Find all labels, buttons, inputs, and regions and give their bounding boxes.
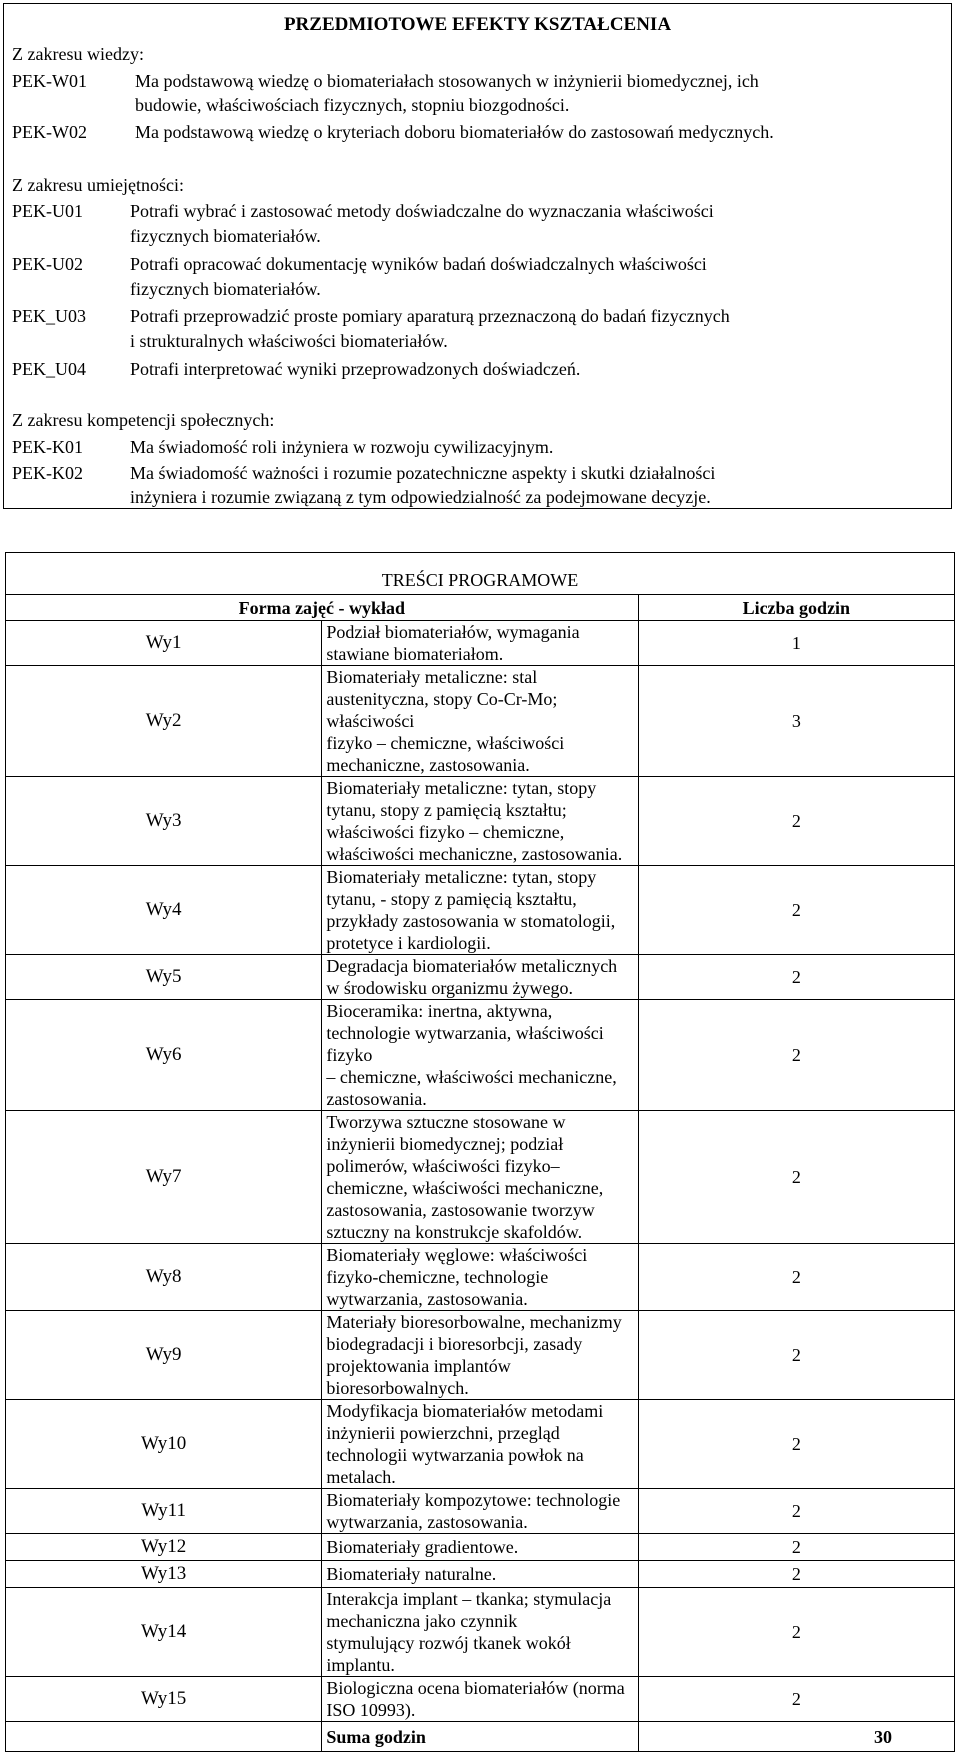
topic-line: zastosowania, zastosowanie tworzyw sztuczny na konstrukcje skafoldów.: [326, 1200, 595, 1242]
topic-line: stymulujący rozwój tkanek wokół implantu.: [326, 1633, 571, 1675]
topic-line: Tworzywa sztuczne stosowane w inżynierii biomedycznej; podział: [326, 1112, 566, 1154]
outcome-text: Ma podstawową wiedzę o biomateriałach stosowanych w inżynierii biomedycznej, ich: [135, 71, 759, 91]
lecture-id: Wy12: [6, 1534, 322, 1561]
topic-line: Podział biomateriałów, wymagania stawiane biomateriałom.: [326, 622, 580, 664]
lecture-topic: [322, 1000, 638, 1111]
topic-line: Biomateriały węglowe: właściwości fizyko-chemiczne, technologie: [326, 1245, 588, 1287]
outcome-text: i strukturalnych właściwości biomateriałów.: [130, 331, 448, 351]
lecture-id: Wy11: [6, 1489, 322, 1534]
lecture-hours: 2: [638, 1000, 954, 1111]
topic-line: Biomateriały metaliczne: tytan, stopy tytanu, - stopy z pamięcią kształtu,: [326, 867, 597, 909]
table-row: [6, 621, 955, 666]
form-header: Forma zajęć - wykład: [6, 595, 639, 621]
lecture-id: Wy3: [6, 777, 322, 866]
lecture-topic: [322, 1534, 638, 1561]
lecture-hours: 2: [638, 1311, 954, 1400]
lecture-hours: 3: [638, 666, 954, 777]
lecture-id: Wy10: [6, 1400, 322, 1489]
outcome-text: fizycznych biomateriałów.: [130, 279, 321, 299]
table-row: [6, 1244, 955, 1311]
outcome-text: Potrafi przeprowadzić proste pomiary aparaturą przeznaczoną do badań fizycznych: [130, 306, 730, 326]
lecture-topic: [322, 621, 638, 666]
lecture-topic: [322, 1111, 638, 1244]
lecture-topic: [322, 1311, 638, 1400]
lecture-id: Wy2: [6, 666, 322, 777]
program-table: [5, 552, 955, 1752]
topic-line: Degradacja biomateriałów metalicznych w środowisku organizmu żywego.: [326, 956, 618, 998]
lecture-hours: 2: [638, 1111, 954, 1244]
topic-line: technologii wytwarzania powłok na metalach.: [326, 1445, 584, 1487]
competences-label: Z zakresu kompetencji społecznych:: [12, 410, 275, 430]
sum-label: Suma godzin: [322, 1722, 638, 1752]
lecture-hours: 2: [638, 866, 954, 955]
learning-outcomes-box: [3, 3, 952, 509]
lecture-hours: 2: [638, 1561, 954, 1588]
table-row: [6, 1561, 955, 1588]
lecture-hours: 2: [638, 1534, 954, 1561]
hours-header: Liczba godzin: [638, 595, 954, 621]
knowledge-label: Z zakresu wiedzy:: [12, 44, 144, 64]
outcome-text: Potrafi opracować dokumentację wyników badań doświadczalnych właściwości: [130, 254, 707, 274]
lecture-topic: [322, 777, 638, 866]
lecture-hours: 2: [638, 1400, 954, 1489]
program-title: TREŚCI PROGRAMOWE: [6, 553, 955, 595]
outcome-text: fizycznych biomateriałów.: [130, 226, 321, 246]
outcome-code: PEK-K01: [12, 437, 83, 457]
table-row: [6, 1489, 955, 1534]
lecture-id: Wy14: [6, 1588, 322, 1677]
outcome-code: PEK_U04: [12, 359, 87, 379]
topic-line: projektowania implantów bioresorbowalnych.: [326, 1356, 511, 1398]
lecture-id: Wy4: [6, 866, 322, 955]
topic-line: wytwarzania, zastosowania.: [326, 1289, 528, 1309]
sum-value: 30: [638, 1722, 954, 1752]
topic-line: Biomateriały kompozytowe: technologie wytwarzania, zastosowania.: [326, 1490, 621, 1532]
lecture-hours: 2: [638, 1677, 954, 1722]
lecture-hours: 1: [638, 621, 954, 666]
lecture-id: Wy13: [6, 1561, 322, 1588]
table-row: [6, 866, 955, 955]
lecture-hours: 2: [638, 1588, 954, 1677]
topic-line: Biomateriały metaliczne: stal austenityczna, stopy Co-Cr-Mo; właściwości: [326, 667, 558, 731]
topic-line: Materiały bioresorbowalne, mechanizmy biodegradacji i bioresorbcji, zasady: [326, 1312, 622, 1354]
topic-line: Biomateriały gradientowe.: [326, 1537, 519, 1557]
outcome-text: Potrafi interpretować wyniki przeprowadzonych doświadczeń.: [130, 359, 581, 379]
outcome-code: PEK-U02: [12, 254, 83, 274]
table-row: [6, 1588, 955, 1677]
lecture-id: Wy6: [6, 1000, 322, 1111]
lecture-topic: [322, 1677, 638, 1722]
topic-line: fizyko – chemiczne, właściwości mechaniczne, zastosowania.: [326, 733, 565, 775]
lecture-topic: [322, 1489, 638, 1534]
topic-line: Biologiczna ocena biomateriałów (norma ISO 10993).: [326, 1678, 625, 1720]
topic-line: przykłady zastosowania w stomatologii, protetyce i kardiologii.: [326, 911, 616, 953]
table-row: [6, 1677, 955, 1722]
outcome-code: PEK-W01: [12, 71, 87, 91]
outcomes-title: PRZEDMIOTOWE EFEKTY KSZTAŁCENIA: [283, 14, 672, 35]
sum-row: [6, 1722, 955, 1752]
table-row: [6, 666, 955, 777]
lecture-hours: 2: [638, 955, 954, 1000]
table-row: [6, 955, 955, 1000]
outcome-text: Ma świadomość roli inżyniera w rozwoju cywilizacyjnym.: [130, 437, 554, 457]
topic-line: Bioceramika: inertna, aktywna, technologie wytwarzania, właściwości fizyko: [326, 1001, 604, 1065]
lecture-id: Wy7: [6, 1111, 322, 1244]
outcome-code: PEK-K02: [12, 463, 83, 483]
lecture-topic: [322, 1588, 638, 1677]
outcome-code: PEK-U01: [12, 201, 83, 221]
lecture-hours: 2: [638, 777, 954, 866]
outcome-text: Potrafi wybrać i zastosować metody doświadczalne do wyznaczania właściwości: [130, 201, 714, 221]
skills-label: Z zakresu umiejętności:: [12, 175, 184, 195]
topic-line: Biomateriały metaliczne: tytan, stopy tytanu, stopy z pamięcią kształtu;: [326, 778, 597, 820]
table-row: [6, 1534, 955, 1561]
topic-line: właściwości fizyko – chemiczne, właściwości mechaniczne, zastosowania.: [326, 822, 623, 864]
lecture-hours: 2: [638, 1489, 954, 1534]
lecture-topic: [322, 1244, 638, 1311]
topic-line: Interakcja implant – tkanka; stymulacja mechaniczna jako czynnik: [326, 1589, 612, 1631]
lecture-topic: [322, 955, 638, 1000]
lecture-hours: 2: [638, 1244, 954, 1311]
outcome-text: Ma podstawową wiedzę o kryteriach doboru biomateriałów do zastosowań medycznych.: [135, 122, 774, 142]
table-row: [6, 1111, 955, 1244]
lecture-id: Wy5: [6, 955, 322, 1000]
outcome-text: Ma świadomość ważności i rozumie pozatechniczne aspekty i skutki działalności: [130, 463, 716, 483]
table-row: [6, 1311, 955, 1400]
lecture-id: Wy9: [6, 1311, 322, 1400]
lecture-id: Wy8: [6, 1244, 322, 1311]
lecture-id: Wy15: [6, 1677, 322, 1722]
lecture-topic: [322, 1400, 638, 1489]
topic-line: Biomateriały naturalne.: [326, 1564, 497, 1584]
topic-line: Modyfikacja biomateriałów metodami inżynierii powierzchni, przegląd: [326, 1401, 604, 1443]
outcome-text: budowie, właściwościach fizycznych, stopniu biozgodności.: [135, 95, 570, 115]
topic-line: – chemiczne, właściwości mechaniczne, zastosowania.: [326, 1067, 617, 1109]
lecture-topic: [322, 866, 638, 955]
table-row: [6, 1000, 955, 1111]
lecture-topic: [322, 666, 638, 777]
table-row: [6, 777, 955, 866]
lecture-id: Wy1: [6, 621, 322, 666]
lecture-topic: [322, 1561, 638, 1588]
sum-empty-cell: [6, 1722, 322, 1752]
outcome-text: inżyniera i rozumie związaną z tym odpowiedzialność za podejmowane decyzje.: [130, 487, 711, 507]
outcome-code: PEK-W02: [12, 122, 87, 142]
table-row: [6, 1400, 955, 1489]
topic-line: polimerów, właściwości fizyko–chemiczne, właściwości mechaniczne,: [326, 1156, 604, 1198]
outcome-code: PEK_U03: [12, 306, 87, 326]
